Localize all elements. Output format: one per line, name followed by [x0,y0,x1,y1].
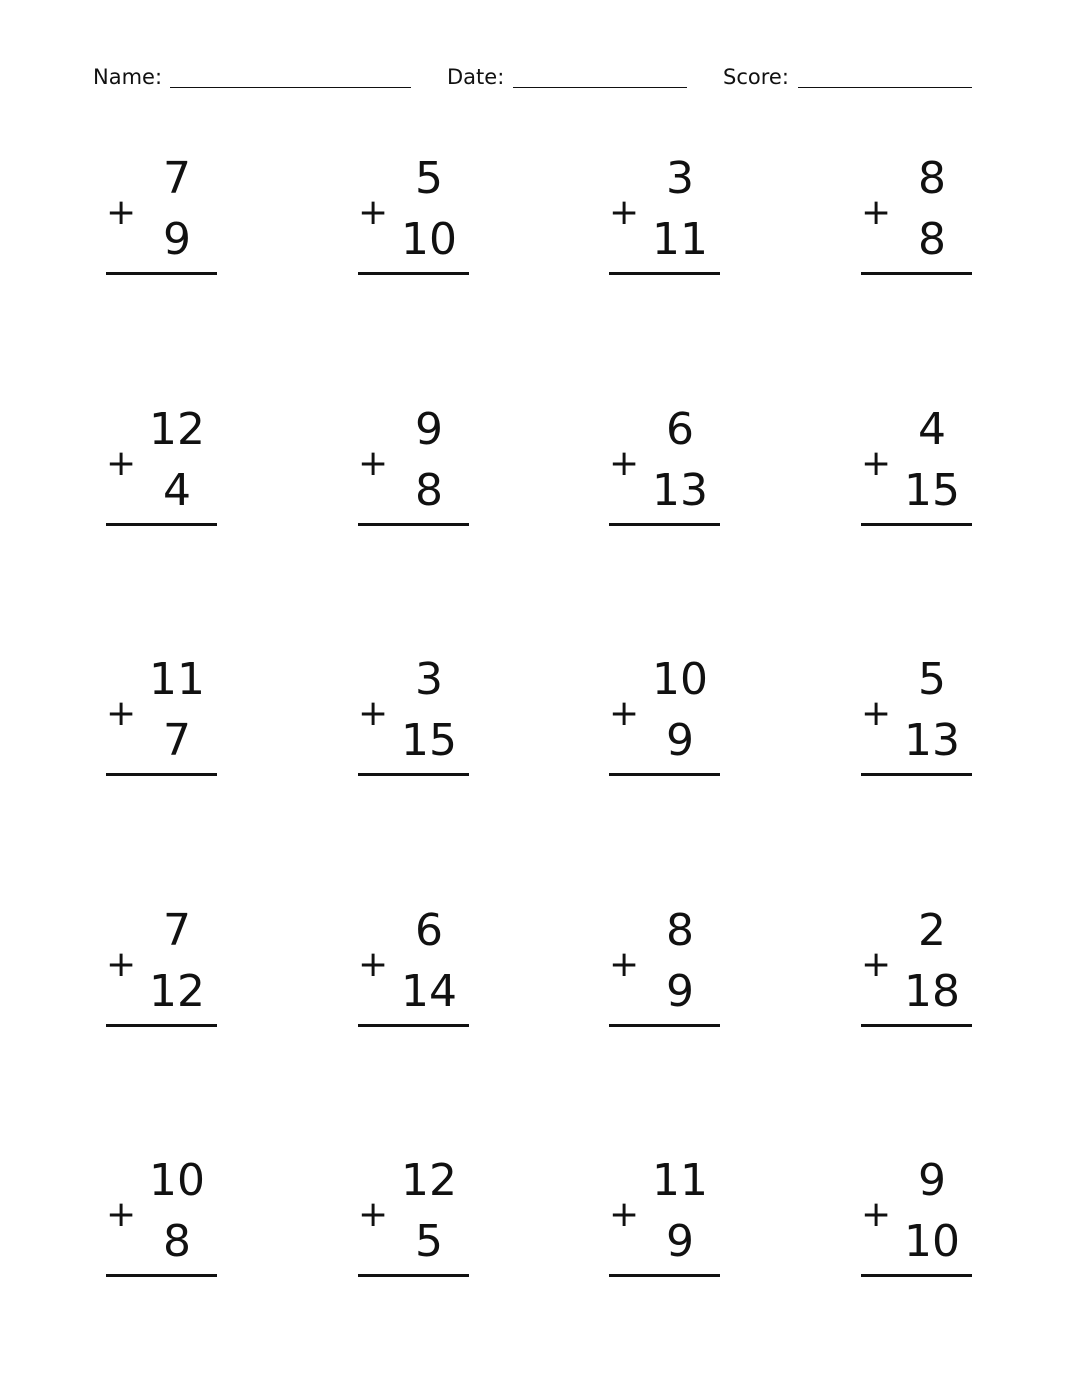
answer-line[interactable] [609,773,720,776]
answer-line[interactable] [106,773,217,776]
addition-problem [358,1147,498,1287]
addition-problem [106,897,246,1037]
addition-problem [609,897,749,1037]
addition-problem [609,396,749,536]
top-addend: 11 [652,1155,708,1206]
top-addend: 3 [415,654,443,705]
answer-line[interactable] [358,773,469,776]
plus-sign: + [861,443,892,484]
addition-problem [358,646,498,786]
date-blank-line[interactable] [513,87,687,88]
addition-problem [861,396,1001,536]
addition-problem [106,646,246,786]
bottom-addend: 9 [666,1216,694,1267]
plus-sign: + [609,693,640,734]
answer-line[interactable] [106,523,217,526]
answer-line[interactable] [106,1274,217,1277]
bottom-addend: 8 [918,214,946,265]
score-label: Score: [723,65,789,89]
bottom-addend: 9 [666,715,694,766]
top-addend: 11 [149,654,205,705]
answer-line[interactable] [861,272,972,275]
plus-sign: + [358,944,389,985]
answer-line[interactable] [609,1024,720,1027]
bottom-addend: 5 [415,1216,443,1267]
answer-line[interactable] [861,1274,972,1277]
plus-sign: + [358,1194,389,1235]
top-addend: 8 [918,153,946,204]
bottom-addend: 10 [904,1216,960,1267]
bottom-addend: 18 [904,966,960,1017]
addition-problem [861,145,1001,285]
answer-line[interactable] [106,1024,217,1027]
answer-line[interactable] [358,272,469,275]
plus-sign: + [609,1194,640,1235]
top-addend: 7 [163,905,191,956]
bottom-addend: 15 [904,465,960,516]
bottom-addend: 14 [401,966,457,1017]
answer-line[interactable] [861,1024,972,1027]
bottom-addend: 9 [666,966,694,1017]
addition-problem [609,145,749,285]
plus-sign: + [861,693,892,734]
top-addend: 10 [149,1155,205,1206]
addition-problem [358,897,498,1037]
top-addend: 6 [415,905,443,956]
top-addend: 2 [918,905,946,956]
plus-sign: + [609,944,640,985]
answer-line[interactable] [609,523,720,526]
top-addend: 5 [918,654,946,705]
plus-sign: + [106,192,137,233]
bottom-addend: 11 [652,214,708,265]
addition-problem [861,1147,1001,1287]
answer-line[interactable] [358,1274,469,1277]
bottom-addend: 12 [149,966,205,1017]
addition-problem [106,396,246,536]
bottom-addend: 7 [163,715,191,766]
bottom-addend: 10 [401,214,457,265]
bottom-addend: 8 [415,465,443,516]
score-blank-line[interactable] [798,87,972,88]
plus-sign: + [106,443,137,484]
plus-sign: + [106,944,137,985]
worksheet-header [0,0,1080,120]
answer-line[interactable] [358,1024,469,1027]
addition-problem [106,1147,246,1287]
top-addend: 12 [401,1155,457,1206]
name-blank-line[interactable] [170,87,411,88]
plus-sign: + [358,693,389,734]
plus-sign: + [861,192,892,233]
bottom-addend: 8 [163,1216,191,1267]
addition-problem [609,1147,749,1287]
plus-sign: + [861,1194,892,1235]
addition-problem [358,396,498,536]
name-label: Name: [93,65,163,89]
answer-line[interactable] [106,272,217,275]
top-addend: 8 [666,905,694,956]
addition-problem [861,897,1001,1037]
plus-sign: + [609,192,640,233]
answer-line[interactable] [609,272,720,275]
plus-sign: + [861,944,892,985]
answer-line[interactable] [861,523,972,526]
addition-problem [106,145,246,285]
bottom-addend: 13 [904,715,960,766]
plus-sign: + [358,192,389,233]
bottom-addend: 13 [652,465,708,516]
top-addend: 3 [666,153,694,204]
plus-sign: + [106,693,137,734]
top-addend: 7 [163,153,191,204]
top-addend: 4 [918,404,946,455]
addition-problem [861,646,1001,786]
top-addend: 9 [415,404,443,455]
answer-line[interactable] [358,523,469,526]
top-addend: 9 [918,1155,946,1206]
addition-problem [358,145,498,285]
answer-line[interactable] [609,1274,720,1277]
bottom-addend: 15 [401,715,457,766]
date-label: Date: [447,65,505,89]
top-addend: 6 [666,404,694,455]
addition-problem [609,646,749,786]
plus-sign: + [609,443,640,484]
top-addend: 10 [652,654,708,705]
plus-sign: + [106,1194,137,1235]
answer-line[interactable] [861,773,972,776]
plus-sign: + [358,443,389,484]
bottom-addend: 4 [163,465,191,516]
bottom-addend: 9 [163,214,191,265]
top-addend: 5 [415,153,443,204]
top-addend: 12 [149,404,205,455]
